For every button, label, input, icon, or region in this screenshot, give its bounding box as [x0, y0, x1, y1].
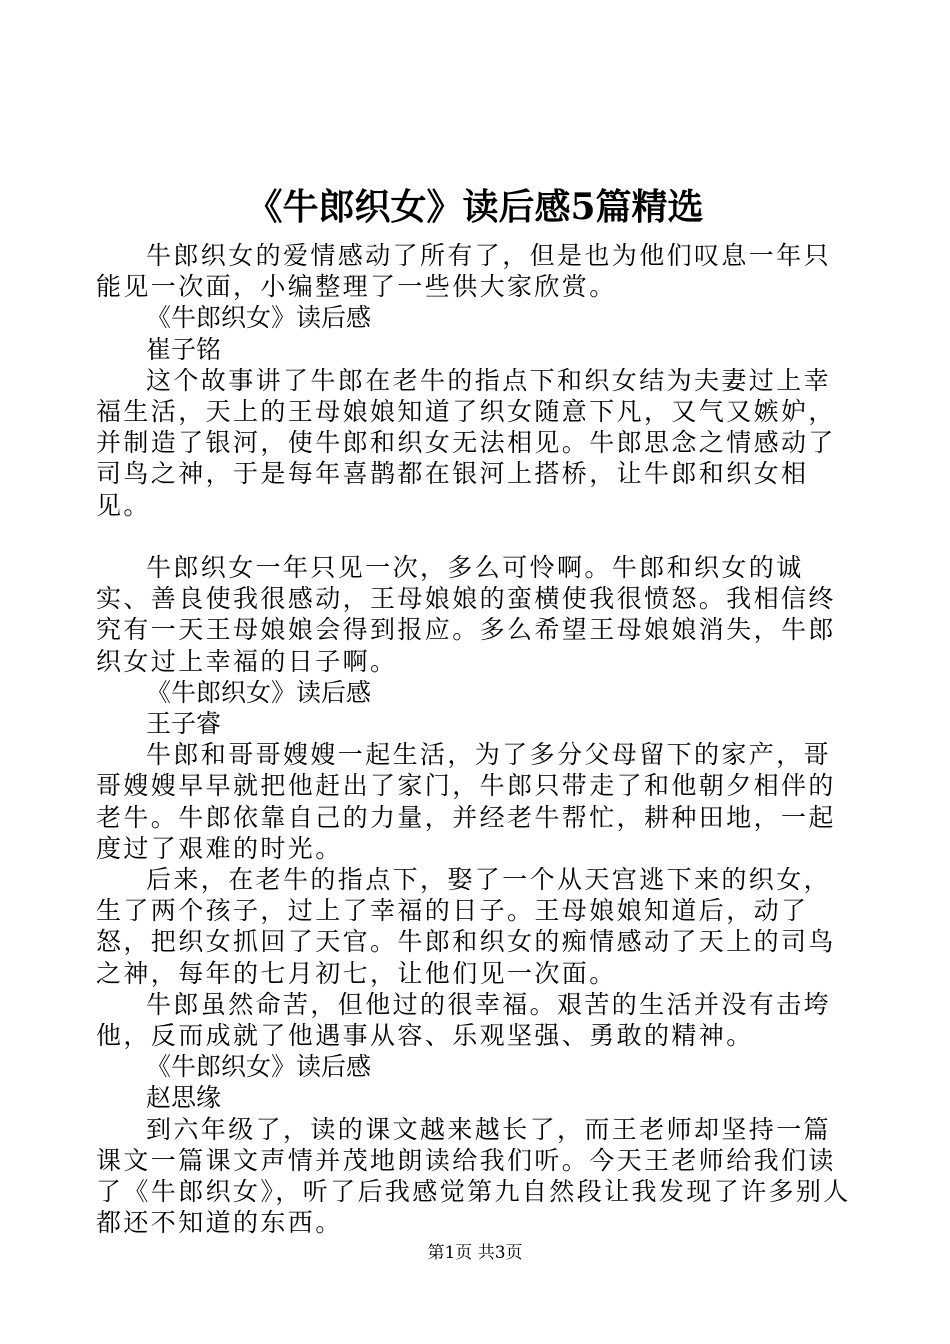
body-paragraph: 牛郎和哥哥嫂嫂一起生活，为了多分父母留下的家产，哥哥嫂嫂早早就把他赶出了家门，牛郎只带走了和他朝夕相伴的老牛。牛郎依靠自己的力量，并经老牛帮忙，耕种田地，一起度过了艰难的时光。 [96, 740, 836, 863]
document-title: 《牛郎织女》读后感5篇精选 [246, 186, 704, 228]
section-author: 王子睿 [146, 709, 222, 739]
body-paragraph: 牛郎虽然命苦，但他过的很幸福。艰苦的生活并没有击垮他，反而成就了他遇事从容、乐观坚强、勇敢的精神。 [96, 989, 832, 1051]
document-body [96, 240, 856, 1238]
section-heading: 《牛郎织女》读后感 [146, 303, 372, 333]
body-paragraph: 后来，在老牛的指点下，娶了一个从天宫逃下来的织女，生了两个孩子，过上了幸福的日子。王母娘娘知道后，动了怒，把织女抓回了天官。牛郎和织女的痴情感动了天上的司鸟之神，每年的七月初七，让他们见一次面。 [96, 865, 836, 988]
body-paragraph: 到六年级了，读的课文越来越长了，而王老师却坚持一篇课文一篇课文声情并茂地朗读给我们听。今天王老师给我们读了《牛郎织女》，听了后我感觉第九自然段让我发现了许多别人都还不知道的东西。 [96, 1114, 851, 1238]
section-author: 崔子铭 [146, 334, 222, 364]
body-paragraph: 牛郎织女一年只见一次，多么可怜啊。牛郎和织女的诚实、善良使我很感动，王母娘娘的蛮横使我很愤怒。我相信终究有一天王母娘娘会得到报应。多么希望王母娘娘消失，牛郎织女过上幸福的日子啊。 [96, 553, 836, 676]
section-heading: 《牛郎织女》读后感 [146, 1052, 372, 1082]
section-heading: 《牛郎织女》读后感 [146, 677, 372, 707]
paragraph-spacer [96, 521, 856, 552]
page-footer: 第1页 共3页 [427, 1243, 523, 1263]
section-author: 赵思缘 [146, 1083, 222, 1113]
intro-paragraph: 牛郎织女的爱情感动了所有了，但是也为他们叹息一年只能见一次面，小编整理了一些供大家欣赏。 [96, 241, 832, 302]
body-paragraph: 这个故事讲了牛郎在老牛的指点下和织女结为夫妻过上幸福生活，天上的王母娘娘知道了织女随意下凡，又气又嫉妒，并制造了银河，使牛郎和织女无法相见。牛郎思念之情感动了司鸟之神，于是每年喜鹊都在银河上搭桥，让牛郎和织女相见。 [96, 365, 836, 520]
